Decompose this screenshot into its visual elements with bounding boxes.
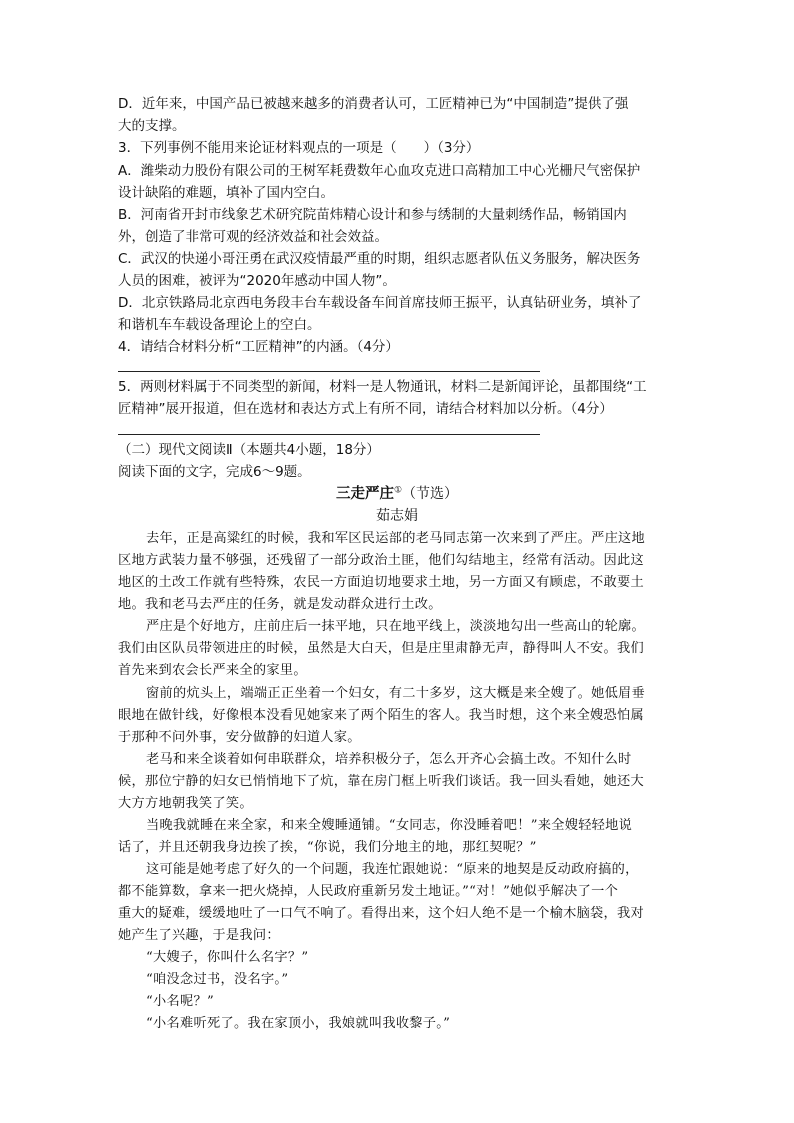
story-line: “小名呢？” — [146, 994, 215, 1009]
option-b: B．河南省开封市线象艺术研究院苗炜精心设计和参与绣制的大量刺绣作品，畅销国内 — [118, 207, 627, 223]
story-line: 地。我和老马去严庄的任务，就是发动群众进行土改。 — [118, 597, 442, 612]
story-line: 区地方武装力量不够强，还残留了一部分政治土匪，他们勾结地主，经常有活动。因此这 — [118, 553, 645, 568]
question-stem: 4．请结合材料分析“工匠精神”的内涵。（4分） — [118, 339, 399, 355]
story-line: 于那种不问外事，安分做静的妇道人家。 — [118, 730, 361, 745]
story-line: 地区的土改工作就有些特殊，农民一方面迫切地要求土地，另一方面又有顾虑，不敢要土 — [118, 575, 645, 590]
option-d-cont: 和谐机车车载设备理论上的空白。 — [118, 317, 321, 333]
text-line: D．近年来，中国产品已被越来越多的消费者认可，工匠精神已为“中国制造”提供了强 — [118, 96, 629, 112]
option-c: C．武汉的快递小哥汪勇在武汉疫情最严重的时期，组织志愿者队伍义务服务，解决医务 — [118, 251, 641, 267]
option-a-cont: 设计缺陷的难题，填补了国内空白。 — [118, 185, 334, 201]
story-title — [0, 484, 794, 505]
story-line: “咱没念过书，没名字。” — [146, 972, 289, 987]
story-line: “大嫂子，你叫什么名字？” — [146, 950, 309, 965]
story-title-text: 三走严庄 — [335, 486, 394, 502]
story-subtitle: （节选） — [402, 486, 459, 502]
story-line: 大方方地朝我笑了笑。 — [118, 796, 253, 811]
option-a: A．潍柴动力股份有限公司的王树军耗费数年心血攻克进口高精加工中心光栅尺气密保护 — [118, 163, 641, 179]
story-line: 我们由区队员带领进庄的时候，虽然是大白天，但是庄里肃静无声，静得叫人不安。我们 — [118, 641, 645, 656]
section-heading: （二）现代文阅读Ⅱ（本题共4小题，18分） — [118, 442, 380, 458]
story-line: 重大的疑难，缓缓地吐了一口气不响了。看得出来，这个妇人绝不是一个榆木脑袋，我对 — [118, 906, 645, 921]
section-instruction: 阅读下面的文字，完成6～9题。 — [118, 464, 311, 480]
story-line: “小名难听死了。我在家顶小，我娘就叫我收黎子。” — [146, 1016, 451, 1031]
story-line: 都不能算数，拿来一把火烧掉，人民政府重新另发土地证。”“对！”她似乎解决了一个 — [118, 884, 619, 899]
option-d: D．北京铁路局北京西电务段丰台车载设备车间首席技师王振平，认真钻研业务，填补了 — [118, 295, 642, 311]
story-line: 老马和来全谈着如何串联群众，培养积极分子，怎么开齐心会搞土改。不知什么时 — [146, 752, 632, 767]
footnote-mark: ① — [393, 485, 403, 496]
story-line: 她产生了兴趣，于是我问： — [118, 928, 280, 943]
story-line: 严庄是个好地方，庄前庄后一抹平地，只在地平线上，淡淡地勾出一些高山的轮廓。 — [146, 619, 646, 634]
text-line: 大的支撑。 — [118, 118, 186, 134]
story-line: 当晚我就睡在来全家，和来全嫂睡通铺。“女同志，你没睡着吧！”来全嫂轻轻地说 — [146, 818, 633, 833]
story-line: 候，那位宁静的妇女已悄悄地下了炕，靠在房门框上听我们谈话。我一回头看她，她还大 — [118, 774, 645, 789]
story-line: 眼地在做针线，好像根本没看见她家来了两个陌生的客人。我当时想，这个来全嫂恐怕属 — [118, 708, 645, 723]
story-line: 窗前的炕头上，端端正正坐着一个妇女，有二十多岁，这大概是来全嫂了。她低眉垂 — [146, 686, 646, 701]
question-stem: 5．两则材料属于不同类型的新闻，材料一是人物通讯，材料二是新闻评论，虽都围绕“工 — [118, 379, 647, 395]
story-line: 话了，并且还朝我身边挨了挨，“你说，我们分地主的地，那红契呢？” — [118, 840, 537, 855]
story-line: 这可能是她考虑了好久的一个问题，我连忙跟她说：“原来的地契是反动政府搞的， — [146, 862, 639, 877]
story-line: 首先来到农会长严来全的家里。 — [118, 663, 307, 678]
answer-line — [118, 371, 540, 372]
answer-line — [118, 434, 540, 435]
story-line: 去年，正是高粱红的时候，我和军区民运部的老马同志第一次来到了严庄。严庄这地 — [146, 531, 646, 546]
story-author: 茹志娟 — [376, 508, 418, 524]
question-stem: 3．下列事例不能用来论证材料观点的一项是（ ）（3分） — [118, 140, 480, 156]
question-stem-cont: 匠精神”展开报道，但在选材和表达方式上有所不同，请结合材料加以分析。（4分） — [118, 401, 613, 417]
option-c-cont: 人员的困难，被评为“2020年感动中国人物”。 — [118, 273, 396, 289]
option-b-cont: 外，创造了非常可观的经济效益和社会效益。 — [118, 229, 388, 245]
